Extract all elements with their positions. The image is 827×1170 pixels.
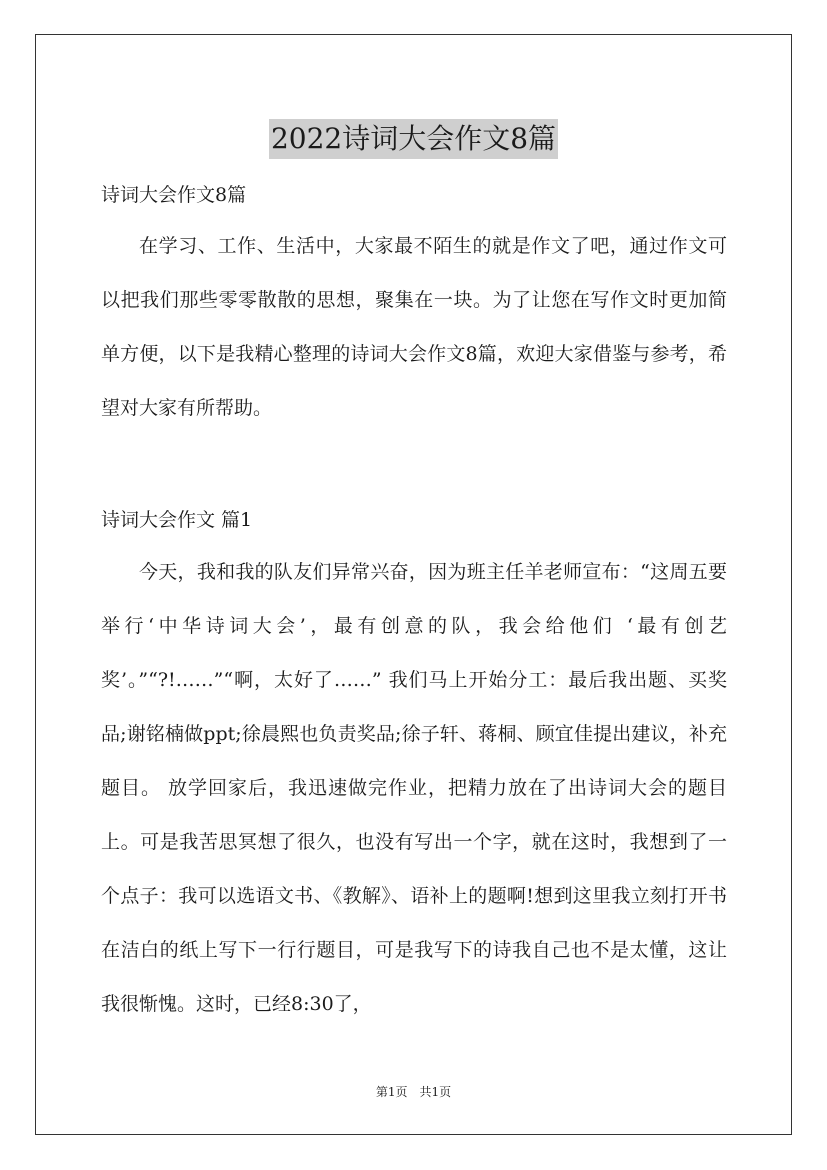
essay-paragraph: 今天，我和我的队友们异常兴奋，因为班主任羊老师宣布：“这周五要举行‘中华诗词大会’，最有创意的队，我会给他们 ‘最有创艺奖’。”“?!……”“啊，太好了……” 我们马上开始分工：最后我出题、买奖品;谢铭楠做ppt;徐晨熙也负责奖品;徐子轩、蒋桐、顾宜佳提出建议，补充题目。 放学回家后，我迅速做完作业，把精力放在了出诗词大会的题目上。可是我苦思冥想了很久，也没有写出一个字，就在这时，我想到了一个点子：我可以选语文书、《教解》、语补上的题啊!想到这里我立刻打开书在洁白的纸上写下一行行题目，可是我写下的诗我自己也不是太懂，这让我很惭愧。这时，已经8:30了， [101,561,727,1015]
page-title: 2022诗词大会作文8篇 [269,119,558,159]
title-container [0,100,827,178]
intro-paragraph: 在学习、工作、生活中，大家最不陌生的就是作文了吧，通过作文可以把我们那些零零散散的思想，聚集在一块。为了让您在写作文时更加简单方便，以下是我精心整理的诗词大会作文8篇，欢迎大家借鉴与参考，希望对大家有所帮助。 [101,235,727,419]
document-subtitle: 诗词大会作文8篇 [101,184,247,206]
page-footer: 第1页 共1页 [375,1085,452,1099]
section-heading: 诗词大会作文 篇1 [101,509,253,531]
